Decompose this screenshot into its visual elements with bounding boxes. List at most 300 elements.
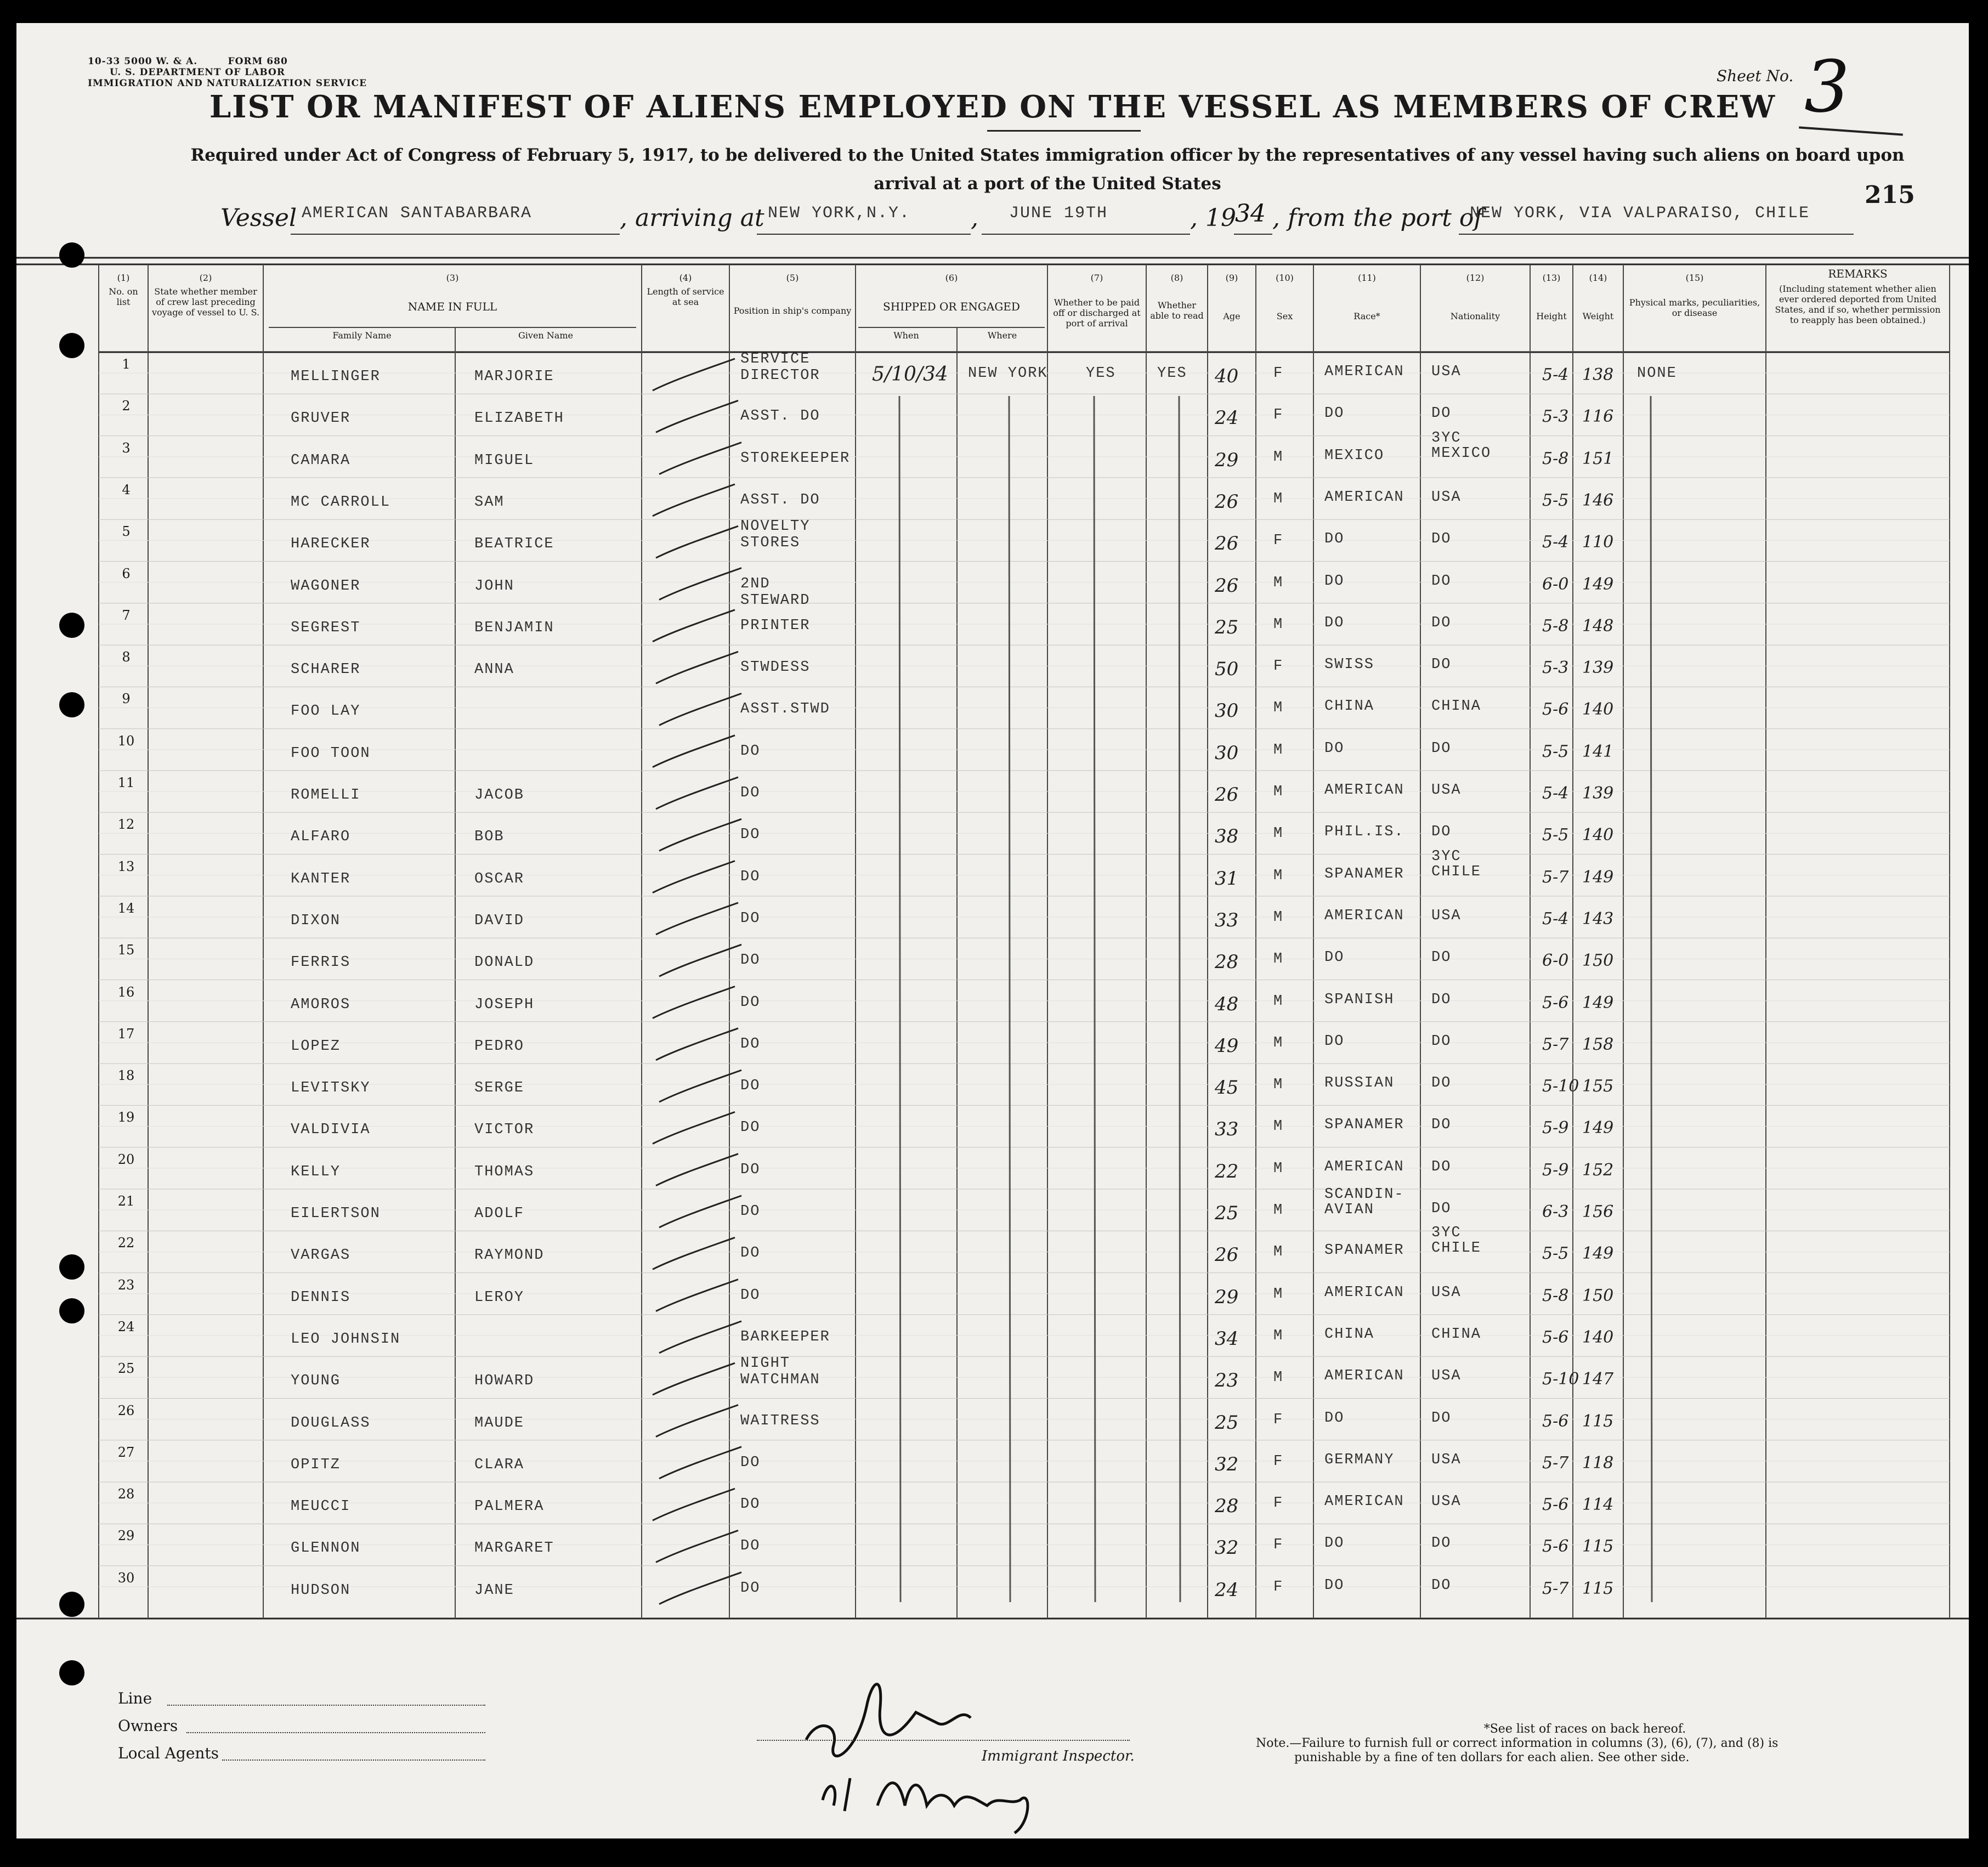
age: 32 — [1215, 1537, 1239, 1559]
family-name: LEO JOHNSIN — [291, 1331, 401, 1348]
race: SPANAMER — [1324, 1117, 1404, 1134]
given-name: MAUDE — [474, 1415, 525, 1432]
given-name: RAYMOND — [474, 1247, 545, 1264]
sex: M — [1273, 993, 1284, 1010]
owners-label: Owners — [118, 1717, 178, 1735]
service-check-mark — [656, 1028, 738, 1060]
race: AMERICAN — [1324, 364, 1404, 380]
col-6-header-label: SHIPPED OR ENGAGED — [883, 300, 1020, 313]
race: DO — [1324, 531, 1345, 548]
position: DO — [740, 785, 761, 801]
year-prefix: , 19 — [1190, 204, 1236, 232]
nationality: DO — [1431, 740, 1452, 757]
age: 30 — [1215, 742, 1239, 764]
col-14-header-number: (14) — [1589, 273, 1607, 283]
sex: M — [1273, 867, 1284, 884]
age: 23 — [1215, 1370, 1239, 1392]
sex: F — [1273, 407, 1284, 424]
manifest-page — [16, 23, 1969, 1838]
sex: F — [1273, 1579, 1284, 1596]
line-underline — [167, 1705, 485, 1706]
age: 33 — [1215, 1118, 1239, 1141]
page-number: 215 — [1865, 181, 1915, 209]
vessel-name: AMERICAN SANTABARBARA — [302, 204, 533, 223]
manifest-table-grid — [16, 23, 1969, 1838]
binder-hole — [59, 1254, 84, 1280]
age: 26 — [1215, 490, 1239, 513]
col-12-header-number: (12) — [1466, 273, 1485, 283]
col-5-header-label: Position in ship's company — [733, 305, 852, 316]
age: 28 — [1215, 951, 1239, 974]
binder-hole — [59, 1660, 84, 1685]
family-name: AMOROS — [291, 996, 351, 1013]
age: 32 — [1215, 1453, 1239, 1475]
weight: 140 — [1582, 825, 1614, 845]
inspector-underline — [757, 1740, 1130, 1741]
age: 30 — [1215, 700, 1239, 722]
sex: M — [1273, 616, 1284, 633]
given-name: SAM — [474, 494, 505, 511]
service-check-mark — [656, 1405, 738, 1437]
sex: M — [1273, 1077, 1284, 1094]
sex: M — [1273, 574, 1284, 591]
race: AMERICAN — [1324, 907, 1404, 924]
position: DO — [740, 1496, 761, 1513]
race: DO — [1324, 405, 1345, 422]
row-number: 20 — [117, 1151, 135, 1167]
row-number: 29 — [117, 1528, 135, 1544]
height: 5-5 — [1542, 825, 1569, 845]
service-check-mark — [653, 736, 735, 767]
position: DO — [740, 952, 761, 969]
height: 5-6 — [1542, 700, 1569, 720]
comma: , — [971, 204, 978, 232]
given-name-header: Given Name — [518, 330, 573, 341]
given-name: ANNA — [474, 661, 514, 678]
position: STWDESS — [740, 659, 811, 676]
race: AMERICAN — [1324, 489, 1404, 506]
nationality: DO — [1431, 1117, 1452, 1134]
sheet-label: Sheet No. — [1717, 67, 1794, 85]
line-label: Line — [118, 1689, 152, 1707]
shipped-where: NEW YORK — [968, 365, 1048, 382]
row-number: 12 — [117, 817, 135, 833]
position: ASST. DO — [740, 408, 820, 425]
sex: M — [1273, 1034, 1284, 1051]
ditto-line — [1179, 396, 1180, 1602]
age: 25 — [1215, 616, 1239, 638]
col-7-header-label: Whether to be paid off or discharged at port of arrival — [1053, 297, 1141, 329]
row-number: 19 — [117, 1110, 135, 1125]
nationality: 3YC CHILE — [1431, 1225, 1482, 1257]
arriving-port: NEW YORK,N.Y. — [768, 204, 911, 223]
ditto-line — [1651, 396, 1652, 1602]
given-name: PEDRO — [474, 1038, 525, 1055]
from-label: , from the port of — [1272, 204, 1483, 232]
given-name: LEROY — [474, 1289, 525, 1306]
service-check-mark — [656, 1280, 738, 1311]
family-name: CAMARA — [291, 452, 351, 469]
sex: M — [1273, 1370, 1284, 1387]
local-agents-label: Local Agents — [118, 1744, 219, 1762]
given-name: THOMAS — [474, 1163, 535, 1180]
service-check-mark — [656, 1154, 738, 1186]
weight: 150 — [1582, 1286, 1614, 1305]
position: DO — [740, 868, 761, 885]
physical-marks: NONE — [1637, 365, 1677, 382]
given-name: DAVID — [474, 912, 525, 929]
page-title: LIST OR MANIFEST OF ALIENS EMPLOYED ON THE VESSEL AS MEMBERS OF CREW — [209, 89, 1776, 125]
weight: 156 — [1582, 1202, 1614, 1221]
weight: 116 — [1582, 407, 1614, 427]
weight: 141 — [1582, 742, 1614, 761]
given-name: ADOLF — [474, 1206, 525, 1222]
given-name: JANE — [474, 1582, 514, 1599]
nationality: DO — [1431, 1075, 1452, 1092]
position: BARKEEPER — [740, 1328, 830, 1345]
arriving-label: , arriving at — [620, 204, 764, 232]
row-number: 11 — [117, 775, 135, 790]
sex: F — [1273, 658, 1284, 675]
remarks-note: (Including statement whether alien ever ordered deported from United States, and if so, whether permission to reapply has been obtained.) — [1775, 284, 1941, 325]
col-7-header-number: (7) — [1090, 273, 1103, 283]
nationality: USA — [1431, 782, 1462, 799]
row-number: 28 — [117, 1486, 135, 1502]
sex: M — [1273, 1244, 1284, 1261]
col-15-header-number: (15) — [1685, 273, 1704, 283]
age: 34 — [1215, 1327, 1239, 1350]
height: 5-10 — [1542, 1077, 1579, 1096]
remarks-header: REMARKS — [1828, 267, 1888, 280]
arrival-date: JUNE 19TH — [1009, 204, 1108, 223]
row-number: 1 — [122, 357, 131, 372]
sex: F — [1273, 1537, 1284, 1554]
service-check-mark — [653, 484, 735, 516]
row-number: 2 — [122, 398, 131, 414]
nationality: DO — [1431, 991, 1452, 1008]
race: DO — [1324, 1535, 1345, 1552]
age: 31 — [1215, 867, 1239, 890]
row-number: 4 — [122, 482, 131, 497]
race: AMERICAN — [1324, 1158, 1404, 1175]
weight: 140 — [1582, 1327, 1614, 1347]
binder-hole — [59, 242, 84, 268]
position: NOVELTY STORES — [740, 518, 811, 552]
family-name: MEUCCI — [291, 1498, 351, 1515]
row-number: 8 — [122, 649, 131, 665]
row-number: 9 — [122, 691, 131, 707]
age: 38 — [1215, 825, 1239, 848]
height: 5-5 — [1542, 490, 1569, 510]
position: NIGHT WATCHMAN — [740, 1355, 820, 1389]
sex: M — [1273, 1160, 1284, 1177]
given-name: JACOB — [474, 787, 525, 804]
height: 6-0 — [1542, 951, 1569, 971]
row-number: 26 — [117, 1402, 135, 1418]
position: DO — [740, 827, 761, 844]
weight: 114 — [1582, 1495, 1614, 1515]
height: 5-6 — [1542, 993, 1569, 1012]
col-8-header-number: (8) — [1170, 273, 1183, 283]
sex: M — [1273, 700, 1284, 717]
age: 45 — [1215, 1077, 1239, 1099]
race: AMERICAN — [1324, 1493, 1404, 1510]
height: 5-5 — [1542, 1244, 1569, 1264]
department: U. S. DEPARTMENT OF LABOR — [110, 67, 285, 78]
weight: 115 — [1582, 1579, 1614, 1598]
weight: 149 — [1582, 1244, 1614, 1264]
weight: 139 — [1582, 658, 1614, 678]
service-check-mark — [653, 359, 735, 391]
race: DO — [1324, 573, 1345, 590]
form-code: 10-33 5000 W. & A. FORM 680 — [88, 56, 288, 67]
row-number: 27 — [117, 1444, 135, 1460]
shipped-when: 5/10/34 — [872, 363, 948, 386]
weight: 149 — [1582, 1118, 1614, 1138]
given-name: DONALD — [474, 954, 535, 971]
age: 26 — [1215, 574, 1239, 597]
col-14-header-label: Weight — [1582, 311, 1614, 321]
race: SCANDIN- AVIAN — [1324, 1186, 1404, 1218]
age: 49 — [1215, 1034, 1239, 1057]
age: 48 — [1215, 993, 1239, 1015]
height: 5-3 — [1542, 658, 1569, 678]
race: DO — [1324, 1033, 1345, 1050]
ditto-line — [1009, 396, 1010, 1602]
height: 5-7 — [1542, 867, 1569, 887]
age: 24 — [1215, 1579, 1239, 1601]
age: 50 — [1215, 658, 1239, 681]
service-check-mark — [653, 1237, 735, 1269]
able-to-read: YES — [1157, 365, 1187, 382]
position: DO — [740, 1245, 761, 1262]
sex: M — [1273, 825, 1284, 842]
nationality: DO — [1431, 1158, 1452, 1175]
height: 6-3 — [1542, 1202, 1569, 1221]
col-3-header-number: (3) — [446, 273, 459, 283]
family-name: LOPEZ — [291, 1038, 341, 1055]
family-name: WAGONER — [291, 578, 361, 595]
given-name: HOWARD — [474, 1373, 535, 1390]
family-name: DIXON — [291, 912, 341, 929]
weight: 147 — [1582, 1370, 1614, 1389]
race: AMERICAN — [1324, 1368, 1404, 1385]
height: 5-6 — [1542, 1327, 1569, 1347]
row-number: 23 — [117, 1277, 135, 1293]
position: WAITRESS — [740, 1412, 820, 1429]
weight: 152 — [1582, 1160, 1614, 1180]
age: 25 — [1215, 1202, 1239, 1224]
row-number: 16 — [117, 984, 135, 1000]
col-10-header-label: Sex — [1276, 311, 1293, 321]
race: SPANAMER — [1324, 865, 1404, 882]
col-3-header-label: NAME IN FULL — [407, 300, 497, 313]
height: 5-4 — [1542, 784, 1569, 803]
position: ASST. DO — [740, 491, 820, 508]
sex: F — [1273, 1411, 1284, 1428]
row-number: 13 — [117, 858, 135, 874]
weight: 140 — [1582, 700, 1614, 720]
race: DO — [1324, 740, 1345, 757]
sex: F — [1273, 533, 1284, 550]
nationality: DO — [1431, 657, 1452, 674]
nationality: DO — [1431, 824, 1452, 841]
race: SPANAMER — [1324, 1242, 1404, 1259]
age: 22 — [1215, 1160, 1239, 1183]
row-number: 6 — [122, 565, 131, 581]
col-2-header-label: State whether member of crew last preceding voyage of vessel to U. S. — [151, 286, 260, 318]
service-check-mark — [653, 610, 735, 642]
family-name: ROMELLI — [291, 787, 361, 804]
height: 5-7 — [1542, 1034, 1569, 1054]
service-check-mark — [653, 1489, 735, 1520]
sex: M — [1273, 742, 1284, 759]
position: DO — [740, 1078, 761, 1095]
given-name: VICTOR — [474, 1122, 535, 1139]
from-port: NEW YORK, VIA VALPARAISO, CHILE — [1470, 204, 1810, 223]
height: 5-5 — [1542, 742, 1569, 761]
race: DO — [1324, 1410, 1345, 1427]
position: DO — [740, 1203, 761, 1220]
col-11-header-number: (11) — [1358, 273, 1376, 283]
col-13-header-label: Height — [1536, 311, 1567, 321]
service-check-mark — [653, 987, 735, 1019]
race: RUSSIAN — [1324, 1075, 1395, 1092]
weight: 115 — [1582, 1411, 1614, 1431]
col-13-header-number: (13) — [1542, 273, 1561, 283]
service-check-mark — [656, 400, 738, 432]
position: PRINTER — [740, 617, 811, 634]
position: DO — [740, 1287, 761, 1304]
family-name: SCHARER — [291, 661, 361, 678]
family-name: OPITZ — [291, 1456, 341, 1473]
sex: F — [1273, 1453, 1284, 1470]
given-name: SERGE — [474, 1080, 525, 1097]
height: 6-0 — [1542, 574, 1569, 594]
sex: M — [1273, 784, 1284, 800]
position: DO — [740, 1454, 761, 1471]
race: MEXICO — [1324, 447, 1385, 464]
family-name: KANTER — [291, 870, 351, 887]
sex: M — [1273, 490, 1284, 507]
position: DO — [740, 994, 761, 1011]
sex: M — [1273, 1327, 1284, 1344]
race: AMERICAN — [1324, 782, 1404, 799]
family-name: FOO LAY — [291, 703, 361, 720]
col-6-header-number: (6) — [945, 273, 958, 283]
family-name: HARECKER — [291, 536, 371, 553]
family-name: MELLINGER — [291, 369, 381, 385]
binder-hole — [59, 1592, 84, 1617]
nationality: DO — [1431, 1577, 1452, 1594]
weight: 149 — [1582, 993, 1614, 1012]
where-header: Where — [987, 330, 1017, 341]
page-subtitle: Required under Act of Congress of February 5, 1917, to be delivered to the United States immigration officer by the representatives of any vessel having such aliens on board upon arrival at a port of the United States — [190, 145, 1905, 194]
position: 2ND STEWARD — [740, 575, 811, 609]
col-4-header-label: Length of service at sea — [647, 286, 724, 307]
age: 26 — [1215, 533, 1239, 555]
race: AMERICAN — [1324, 1284, 1404, 1301]
sex: M — [1273, 1202, 1284, 1219]
age: 26 — [1215, 1244, 1239, 1266]
family-name-header: Family Name — [332, 330, 392, 341]
given-name: BENJAMIN — [474, 619, 554, 636]
race: GERMANY — [1324, 1451, 1395, 1468]
height: 5-7 — [1542, 1453, 1569, 1473]
age: 29 — [1215, 1286, 1239, 1308]
service-check-mark — [653, 1112, 735, 1144]
penalty-note: Note.—Failure to furnish full or correct information in columns (3), (6), (7), and (8) is punishable by a fine of ten dollars for each alien. See other side. — [1256, 1736, 1779, 1764]
weight: 158 — [1582, 1034, 1614, 1054]
family-name: FERRIS — [291, 954, 351, 971]
family-name: GLENNON — [291, 1540, 361, 1557]
family-name: HUDSON — [291, 1582, 351, 1599]
row-number: 10 — [117, 733, 135, 749]
family-name: EILERTSON — [291, 1206, 381, 1222]
given-name: ELIZABETH — [474, 410, 564, 427]
family-name: MC CARROLL — [291, 494, 391, 511]
service-check-mark — [656, 903, 738, 935]
position: ASST.STWD — [740, 701, 830, 718]
position: DO — [740, 743, 761, 760]
nationality: 3YC CHILE — [1431, 848, 1482, 880]
col-9-header-label: Age — [1223, 311, 1241, 321]
row-number: 21 — [117, 1193, 135, 1209]
row-number: 3 — [122, 440, 131, 456]
height: 5-4 — [1542, 533, 1569, 552]
given-name: MARGARET — [474, 1540, 554, 1557]
row-number: 5 — [122, 524, 131, 540]
age: 29 — [1215, 449, 1239, 471]
position: DO — [740, 1538, 761, 1555]
nationality: USA — [1431, 907, 1462, 924]
given-name: CLARA — [474, 1456, 525, 1473]
col-15-header-label: Physical marks, peculiarities, or disease — [1629, 297, 1760, 318]
binder-hole — [59, 692, 84, 717]
service-check-mark — [656, 526, 738, 558]
position: SERVICE DIRECTOR — [740, 351, 820, 384]
family-name: DENNIS — [291, 1289, 351, 1306]
position: DO — [740, 1580, 761, 1597]
nationality: DO — [1431, 1535, 1452, 1552]
weight: 138 — [1582, 365, 1614, 384]
weight: 115 — [1582, 1537, 1614, 1557]
height: 5-9 — [1542, 1118, 1569, 1138]
vessel-label: Vessel — [220, 204, 297, 232]
sex: M — [1273, 1118, 1284, 1135]
family-name: GRUVER — [291, 410, 351, 427]
weight: 146 — [1582, 490, 1614, 510]
race: DO — [1324, 1577, 1345, 1594]
binder-hole — [59, 1298, 84, 1323]
height: 5-3 — [1542, 407, 1569, 427]
service-check-mark — [653, 861, 735, 893]
height: 5-6 — [1542, 1537, 1569, 1557]
row-number: 14 — [117, 900, 135, 916]
weight: 150 — [1582, 951, 1614, 971]
height: 5-6 — [1542, 1411, 1569, 1431]
age: 40 — [1215, 365, 1239, 387]
nationality: DO — [1431, 405, 1452, 422]
races-note: *See list of races on back hereof. — [1483, 1722, 1686, 1736]
col-12-header-label: Nationality — [1450, 311, 1500, 321]
binder-hole — [59, 613, 84, 638]
height: 5-7 — [1542, 1579, 1569, 1598]
race: SWISS — [1324, 657, 1375, 674]
sex: M — [1273, 909, 1284, 926]
family-name: DOUGLASS — [291, 1415, 371, 1432]
height: 5-8 — [1542, 616, 1569, 636]
